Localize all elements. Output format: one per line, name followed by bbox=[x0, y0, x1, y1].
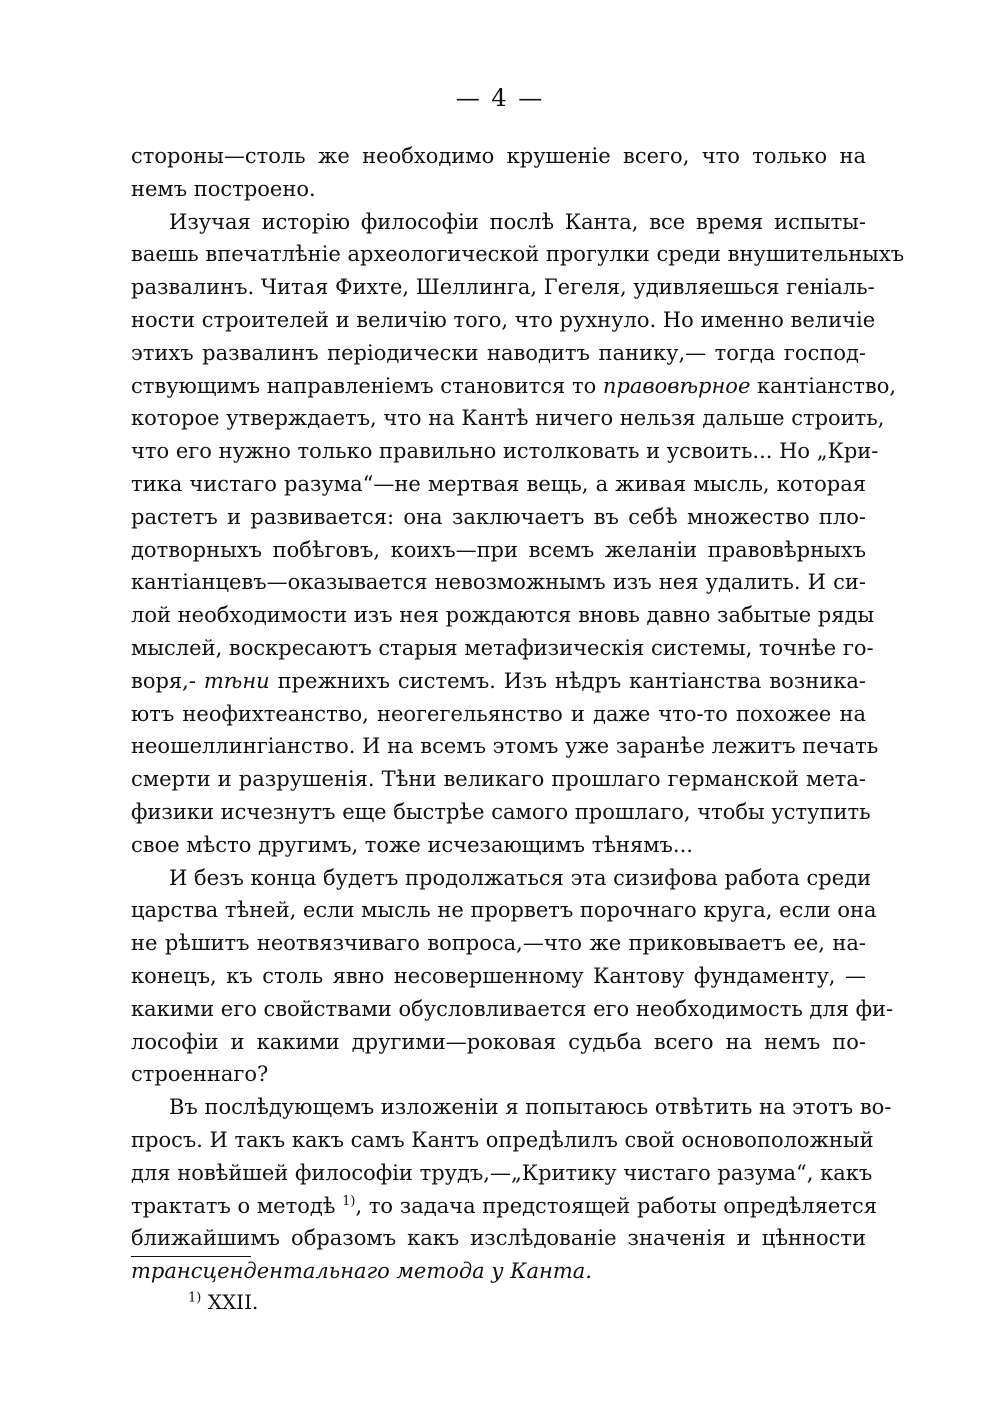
text-line: конецъ, къ столь явно несовершенному Кантову фундаменту, — bbox=[131, 963, 866, 988]
text-line: ближайшимъ образомъ какъ изслѣдованіе значенія и цѣнности bbox=[131, 1226, 866, 1251]
text-line: стороны—столь же необходимо крушеніе всего, что только на bbox=[131, 144, 866, 168]
text-line bbox=[131, 370, 897, 403]
text-line: царства тѣней, если мысль не прорветъ порочнаго круга, если она bbox=[131, 898, 877, 923]
text-line bbox=[131, 1255, 866, 1288]
text-line: которое утверждаетъ, что на Кантѣ ничего нельзя дальше строить, bbox=[131, 406, 885, 431]
text-line: Въ послѣдующемъ изложеніи я попытаюсь отвѣтить на этотъ во- bbox=[169, 1095, 892, 1120]
text-line: мыслей, воскресаютъ старыя метафизическія системы, точнѣе го- bbox=[131, 635, 874, 660]
text-line: какими его свойствами обусловливается его необходимость для фи- bbox=[131, 996, 894, 1021]
text-line: смерти и разрушенія. Тѣни великаго прошлаго германской мета- bbox=[131, 767, 866, 792]
main-text bbox=[131, 140, 905, 1288]
text-run: , то задача предстоящей работы опредѣляется bbox=[355, 1193, 877, 1218]
paragraph-4 bbox=[131, 1091, 892, 1288]
text-line: ютъ неофихтеанство, неогегельянство и даже что-то похожее на bbox=[131, 701, 866, 726]
text-line: тика чистаго разума“—не мертвая вещь, а живая мысль, которая bbox=[131, 471, 866, 496]
italic-word: правовѣрное bbox=[602, 373, 751, 398]
text-line bbox=[131, 665, 866, 698]
text-line: лософіи и какими другими—роковая судьба всего на немъ по- bbox=[131, 1029, 866, 1054]
text-line: Изучая исторію философіи послѣ Канта, все время испыты- bbox=[169, 209, 866, 234]
text-line: лой необходимости изъ нея рождаются вновь давно забытые ряды bbox=[131, 603, 875, 628]
footnote bbox=[188, 1290, 258, 1314]
text-line: развалинъ. Читая Фихте, Шеллинга, Гегеля, удивляешься геніаль- bbox=[131, 275, 875, 300]
footnote-ref[interactable]: 1) bbox=[342, 1193, 356, 1209]
footnote-marker: 1) bbox=[188, 1290, 202, 1306]
text-line: растетъ и развивается: она заключаетъ въ себѣ множество пло- bbox=[131, 504, 866, 529]
text-line: кантіанцевъ—оказывается невозможнымъ изъ нея удалить. И си- bbox=[131, 570, 866, 595]
footnote-text: XXII. bbox=[207, 1290, 259, 1314]
text-run: кантіанство, bbox=[750, 373, 897, 398]
text-line: этихъ развалинъ періодически наводитъ панику,— тогда господ- bbox=[131, 340, 866, 365]
paragraph-3 bbox=[131, 862, 894, 1092]
text-line: физики исчезнутъ еще быстрѣе самого прошлаго, чтобы уступить bbox=[131, 799, 871, 824]
text-line: что его нужно только правильно истолковать и усвоить... Но „Кри- bbox=[131, 439, 879, 464]
text-run: воря,- bbox=[131, 668, 196, 693]
italic-word: тѣни bbox=[203, 668, 270, 693]
paragraph-2 bbox=[131, 206, 905, 862]
text-line: неошеллингіанство. И на всемъ этомъ уже заранѣе лежитъ печать bbox=[131, 734, 879, 759]
footnote-divider bbox=[131, 1256, 251, 1257]
text-line: И безъ конца будетъ продолжаться эта сизифова работа среди bbox=[169, 865, 872, 890]
text-line: строеннаго? bbox=[131, 1062, 269, 1087]
text-line: дотворныхъ побѣговъ, коихъ—при всемъ желаніи правовѣрныхъ bbox=[131, 537, 866, 562]
text-run: трактатъ о методѣ bbox=[131, 1193, 336, 1218]
text-line: немъ построено. bbox=[131, 176, 316, 201]
text-line bbox=[131, 1190, 877, 1223]
text-line: ваешь впечатлѣніе археологической прогулки среди внушительныхъ bbox=[131, 242, 905, 267]
text-line: просъ. И такъ какъ самъ Кантъ опредѣлилъ свой основоположный bbox=[131, 1127, 874, 1152]
text-line: не рѣшитъ неотвязчиваго вопроса,—что же приковываетъ ее, на- bbox=[131, 931, 866, 956]
text-line: для новѣйшей философіи трудъ,—„Критику чистаго разума“, какъ bbox=[131, 1160, 873, 1185]
text-line: свое мѣсто другимъ, тоже исчезающимъ тѣнямъ... bbox=[131, 832, 693, 857]
text-line: ности строителей и величію того, что рухнуло. Но именно величіе bbox=[131, 307, 876, 332]
text-run: прежнихъ системъ. Изъ нѣдръ кантіанства возника- bbox=[269, 668, 866, 693]
text-run: ствующимъ направленіемъ становится то bbox=[131, 373, 597, 398]
paragraph-1 bbox=[131, 140, 866, 206]
italic-phrase: трансцендентальнаго метода у Канта. bbox=[131, 1259, 592, 1284]
page-number: — 4 — bbox=[455, 84, 545, 112]
